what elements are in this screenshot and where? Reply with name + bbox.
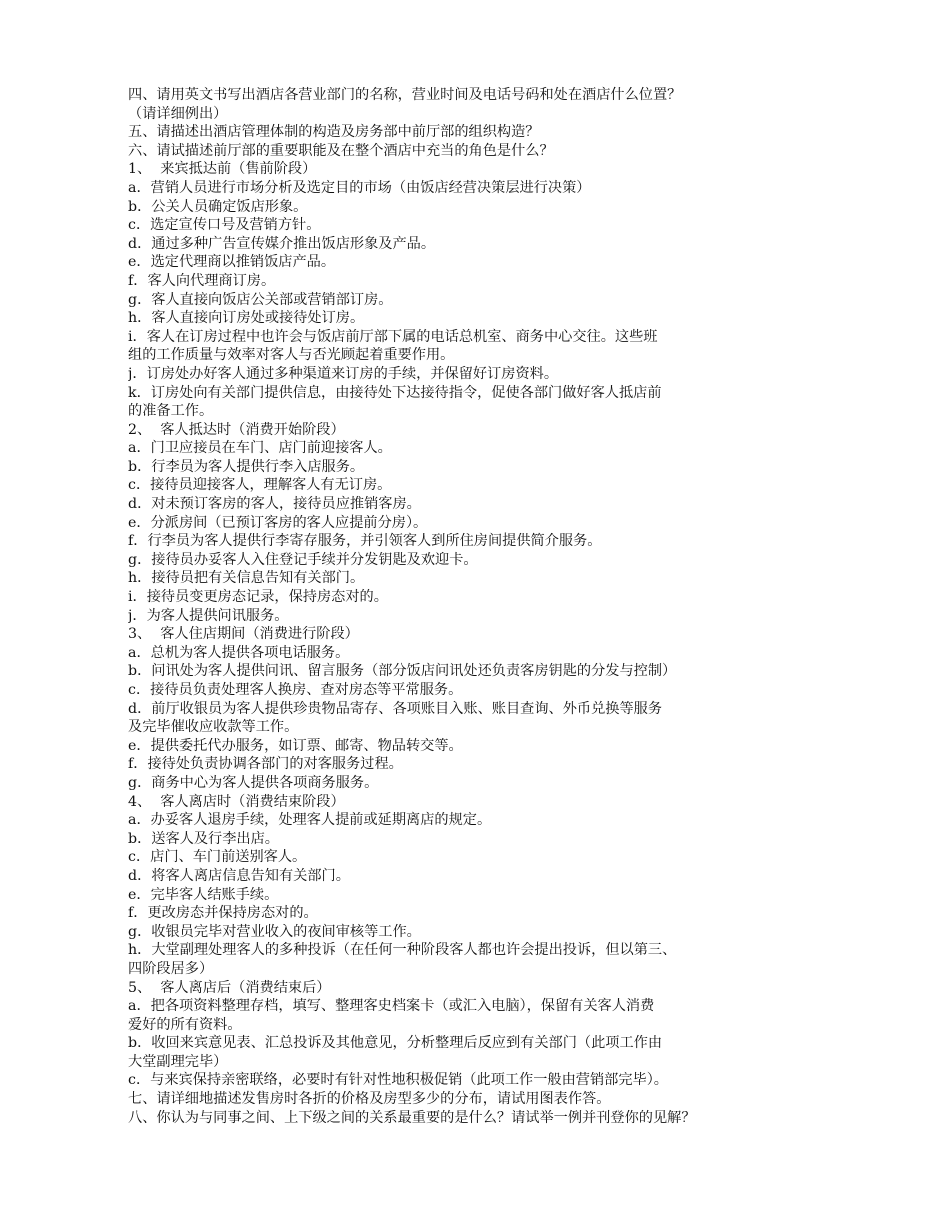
section-1-item-f: f．客人向代理商订房。 xyxy=(128,272,276,289)
section-3-item-d-line-1: d．前厅收银员为客人提供珍贵物品寄存、各项账目入账、账目查询、外币兑换等服务 xyxy=(128,700,663,717)
section-1-item-h: h．客人直接向订房处或接待处订房。 xyxy=(128,310,365,327)
section-4-item-h-line-1: h．大堂副理处理客人的多种投诉（在任何一种阶段客人都也许会提出投诉，但以第三、 xyxy=(128,942,677,959)
section-4-item-b: b．送客人及行李出店。 xyxy=(128,830,279,847)
section-1-item-c: c．选定宣传口号及营销方针。 xyxy=(128,217,321,234)
section-2-item-j: j．为客人提供问讯服务。 xyxy=(128,607,289,624)
section-2-item-h: h．接待员把有关信息告知有关部门。 xyxy=(128,570,365,587)
section-2-item-a: a．门卫应接员在车门、店门前迎接客人。 xyxy=(128,440,392,457)
section-1-item-e: e．选定代理商以推销饭店产品。 xyxy=(128,254,336,271)
section-4-heading: 4、 客人离店时（消费结束阶段） xyxy=(128,793,345,810)
section-3-heading: 3、 客人住店期间（消费进行阶段） xyxy=(128,626,359,643)
section-4-item-a: a．办妥客人退房手续，处理客人提前或延期离店的规定。 xyxy=(128,812,492,829)
section-4-item-g: g．收银员完毕对营业收入的夜间审核等工作。 xyxy=(128,923,421,940)
question-4-line-2: （请详细例出） xyxy=(128,105,228,122)
section-1-item-i-line-1: i．客人在订房过程中也许会与饭店前厅部下属的电话总机室、商务中心交往。这些班 xyxy=(128,328,658,345)
document-body xyxy=(128,86,918,1127)
section-1-item-k-line-1: k．订房处向有关部门提供信息，由接待处下达接待指令，促使各部门做好客人抵店前 xyxy=(128,384,662,401)
section-1-item-g: g．客人直接向饭店公关部或营销部订房。 xyxy=(128,291,393,308)
section-4-item-h-line-2: 四阶段居多） xyxy=(128,960,214,977)
section-1-item-b: b．公关人员确定饭店形象。 xyxy=(128,198,308,215)
question-4-line-1: 四、请用英文书写出酒店各营业部门的名称，营业时间及电话号码和处在酒店什么位置？ xyxy=(128,87,682,103)
section-4-item-e: e．完毕客人结账手续。 xyxy=(128,886,279,903)
section-3-item-e: e．提供委托代办服务，如订票、邮寄、物品转交等。 xyxy=(128,737,463,754)
question-7: 七、请详细地描述发售房时各折的价格及房型多少的分布，请试用图表作答。 xyxy=(128,1091,611,1108)
section-5-item-c: c．与来宾保持亲密联络，必要时有针对性地积极促销（此项工作一般由营销部完毕）。 xyxy=(128,1072,668,1089)
question-8: 八、你认为与同事之间、上下级之间的关系最重要的是什么？请试举一例并刊登你的见解？ xyxy=(128,1109,696,1126)
section-4-item-d: d．将客人离店信息告知有关部门。 xyxy=(128,867,350,884)
section-2-item-c: c．接待员迎接客人，理解客人有无订房。 xyxy=(128,477,392,494)
section-4-item-f: f．更改房态并保持房态对的。 xyxy=(128,905,318,922)
section-2-item-g: g．接待员办妥客人入住登记手续并分发钥匙及欢迎卡。 xyxy=(128,551,478,568)
section-5-item-a-line-2: 爱好的所有资料。 xyxy=(128,1016,242,1033)
section-2-item-e: e．分派房间（已预订客房的客人应提前分房）。 xyxy=(128,514,428,531)
section-3-item-d-line-2: 及完毕催收应收款等工作。 xyxy=(128,719,299,736)
section-5-item-a-line-1: a．把各项资料整理存档，填写、整理客史档案卡（或汇入电脑），保留有关客人消费 xyxy=(128,998,655,1015)
section-1-item-a: a．营销人员进行市场分析及选定目的市场（由饭店经营决策层进行决策） xyxy=(128,179,591,196)
question-5: 五、请描述出酒店管理体制的构造及房务部中前厅部的组织构造？ xyxy=(128,124,540,141)
section-1-item-d: d．通过多种广告宣传媒介推出饭店形象及产品。 xyxy=(128,235,436,252)
section-3-item-g: g．商务中心为客人提供各项商务服务。 xyxy=(128,774,379,791)
section-3-item-f: f．接待处负责协调各部门的对客服务过程。 xyxy=(128,756,403,773)
section-5-item-b-line-2: 大堂副理完毕） xyxy=(128,1053,228,1070)
section-1-item-k-line-2: 的准备工作。 xyxy=(128,403,214,420)
section-1-heading: 1、 来宾抵达前（售前阶段） xyxy=(128,161,317,178)
section-2-item-f: f．行李员为客人提供行李寄存服务，并引领客人到所住房间提供简介服务。 xyxy=(128,533,602,550)
section-2-item-i: i．接待员变更房态记录，保持房态对的。 xyxy=(128,589,388,606)
section-4-item-c: c．店门、车门前送别客人。 xyxy=(128,849,307,866)
section-2-item-d: d．对未预订客房的客人，接待员应推销客房。 xyxy=(128,496,421,513)
section-1-item-j: j．订房处办好客人通过多种渠道来订房的手续，并保留好订房资料。 xyxy=(128,365,559,382)
section-5-heading: 5、 客人离店后（消费结束后） xyxy=(128,979,331,996)
section-2-heading: 2、 客人抵达时（消费开始阶段） xyxy=(128,421,345,438)
section-5-item-b-line-1: b．收回来宾意见表、汇总投诉及其他意见，分析整理后反应到有关部门（此项工作由 xyxy=(128,1035,663,1052)
question-6: 六、请试描述前厅部的重要职能及在整个酒店中充当的角色是什么？ xyxy=(128,142,554,159)
section-1-item-i-line-2: 组的工作质量与效率对客人与否光顾起着重要作用。 xyxy=(128,347,455,364)
section-2-item-b: b．行李员为客人提供行李入店服务。 xyxy=(128,458,365,475)
section-3-item-a: a．总机为客人提供各项电话服务。 xyxy=(128,644,350,661)
section-3-item-b: b．问讯处为客人提供问讯、留言服务（部分饭店问讯处还负责客房钥匙的分发与控制） xyxy=(128,663,677,680)
section-3-item-c: c．接待员负责处理客人换房、查对房态等平常服务。 xyxy=(128,682,463,698)
